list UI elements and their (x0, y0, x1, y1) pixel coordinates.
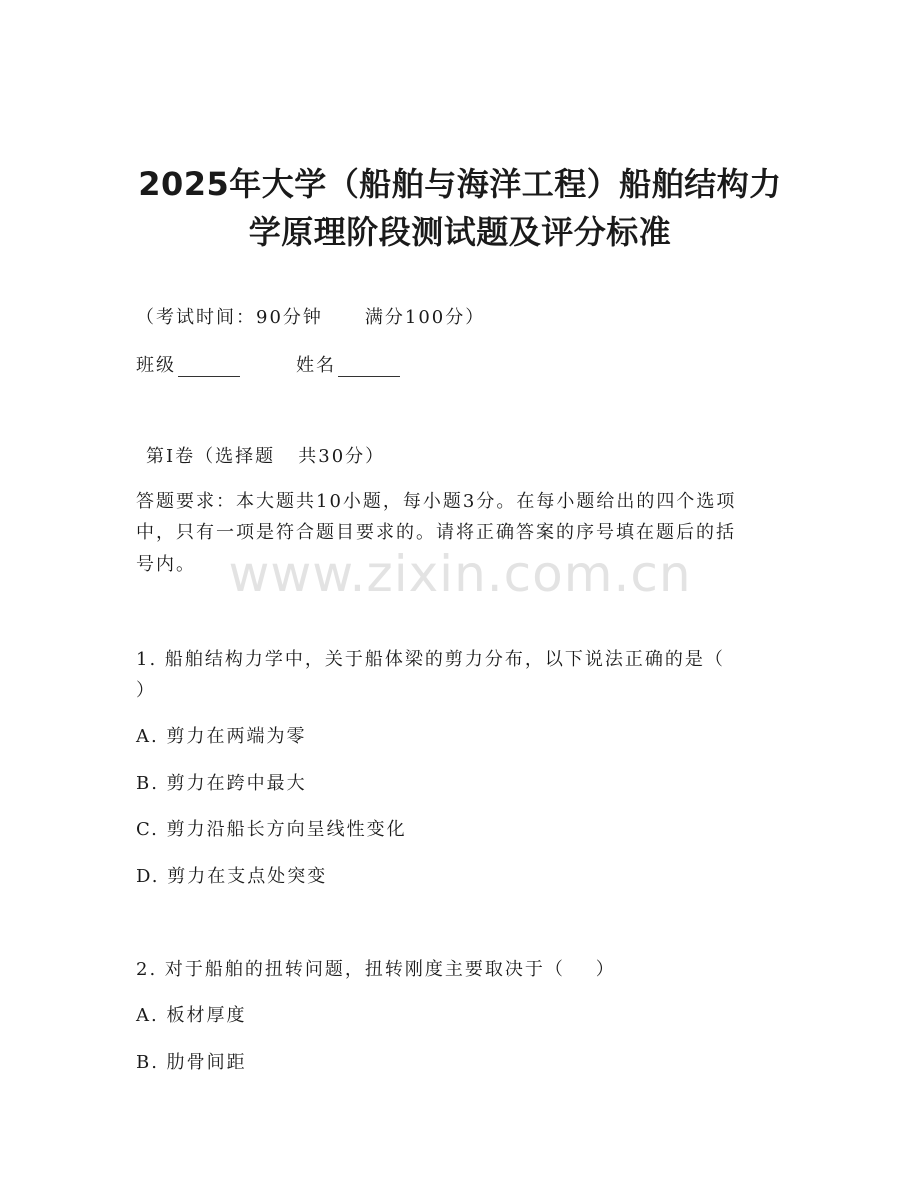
question-2-stem: 2. 对于船舶的扭转问题，扭转刚度主要取决于（ ） (136, 959, 616, 980)
question-1-option-b: B. 剪力在跨中最大 (136, 773, 307, 794)
page-title-line1: 2025年大学（船舶与海洋工程）船舶结构力 (138, 165, 782, 203)
watermark: www.zixin.com.cn (228, 545, 692, 603)
question-1-option-c: C. 剪力沿船长方向呈线性变化 (136, 819, 407, 840)
section-heading: 第I卷（选择题 共30分） (146, 446, 386, 467)
question-1-option-a: A. 剪力在两端为零 (136, 726, 307, 747)
instructions-line-1: 答题要求：本大题共10小题，每小题3分。在每小题给出的四个选项 (136, 491, 737, 512)
exam-info (136, 303, 485, 329)
page-title-line2: 学原理阶段测试题及评分标准 (248, 213, 672, 251)
name-blank[interactable] (338, 358, 400, 377)
question-1-stem-cont: ） (136, 680, 156, 701)
question-1-stem: 1. 船舶结构力学中，关于船体梁的剪力分布，以下说法正确的是（ (136, 649, 725, 670)
instructions-line-2: 中，只有一项是符合题目要求的。请将正确答案的序号填在题后的括 (136, 522, 736, 543)
class-blank[interactable] (178, 358, 240, 377)
name-label: 姓名 (296, 355, 336, 376)
question-2-option-a: A. 板材厚度 (136, 1005, 247, 1026)
question-2-option-b: B. 肋骨间距 (136, 1052, 247, 1073)
class-label: 班级 (136, 355, 176, 376)
exam-time: （考试时间：90分钟 (136, 307, 323, 328)
student-info (136, 351, 400, 377)
instructions-line-3: 号内。 (136, 554, 196, 575)
exam-score: 满分100分） (364, 307, 486, 328)
question-1-option-d: D. 剪力在支点处突变 (136, 866, 328, 887)
